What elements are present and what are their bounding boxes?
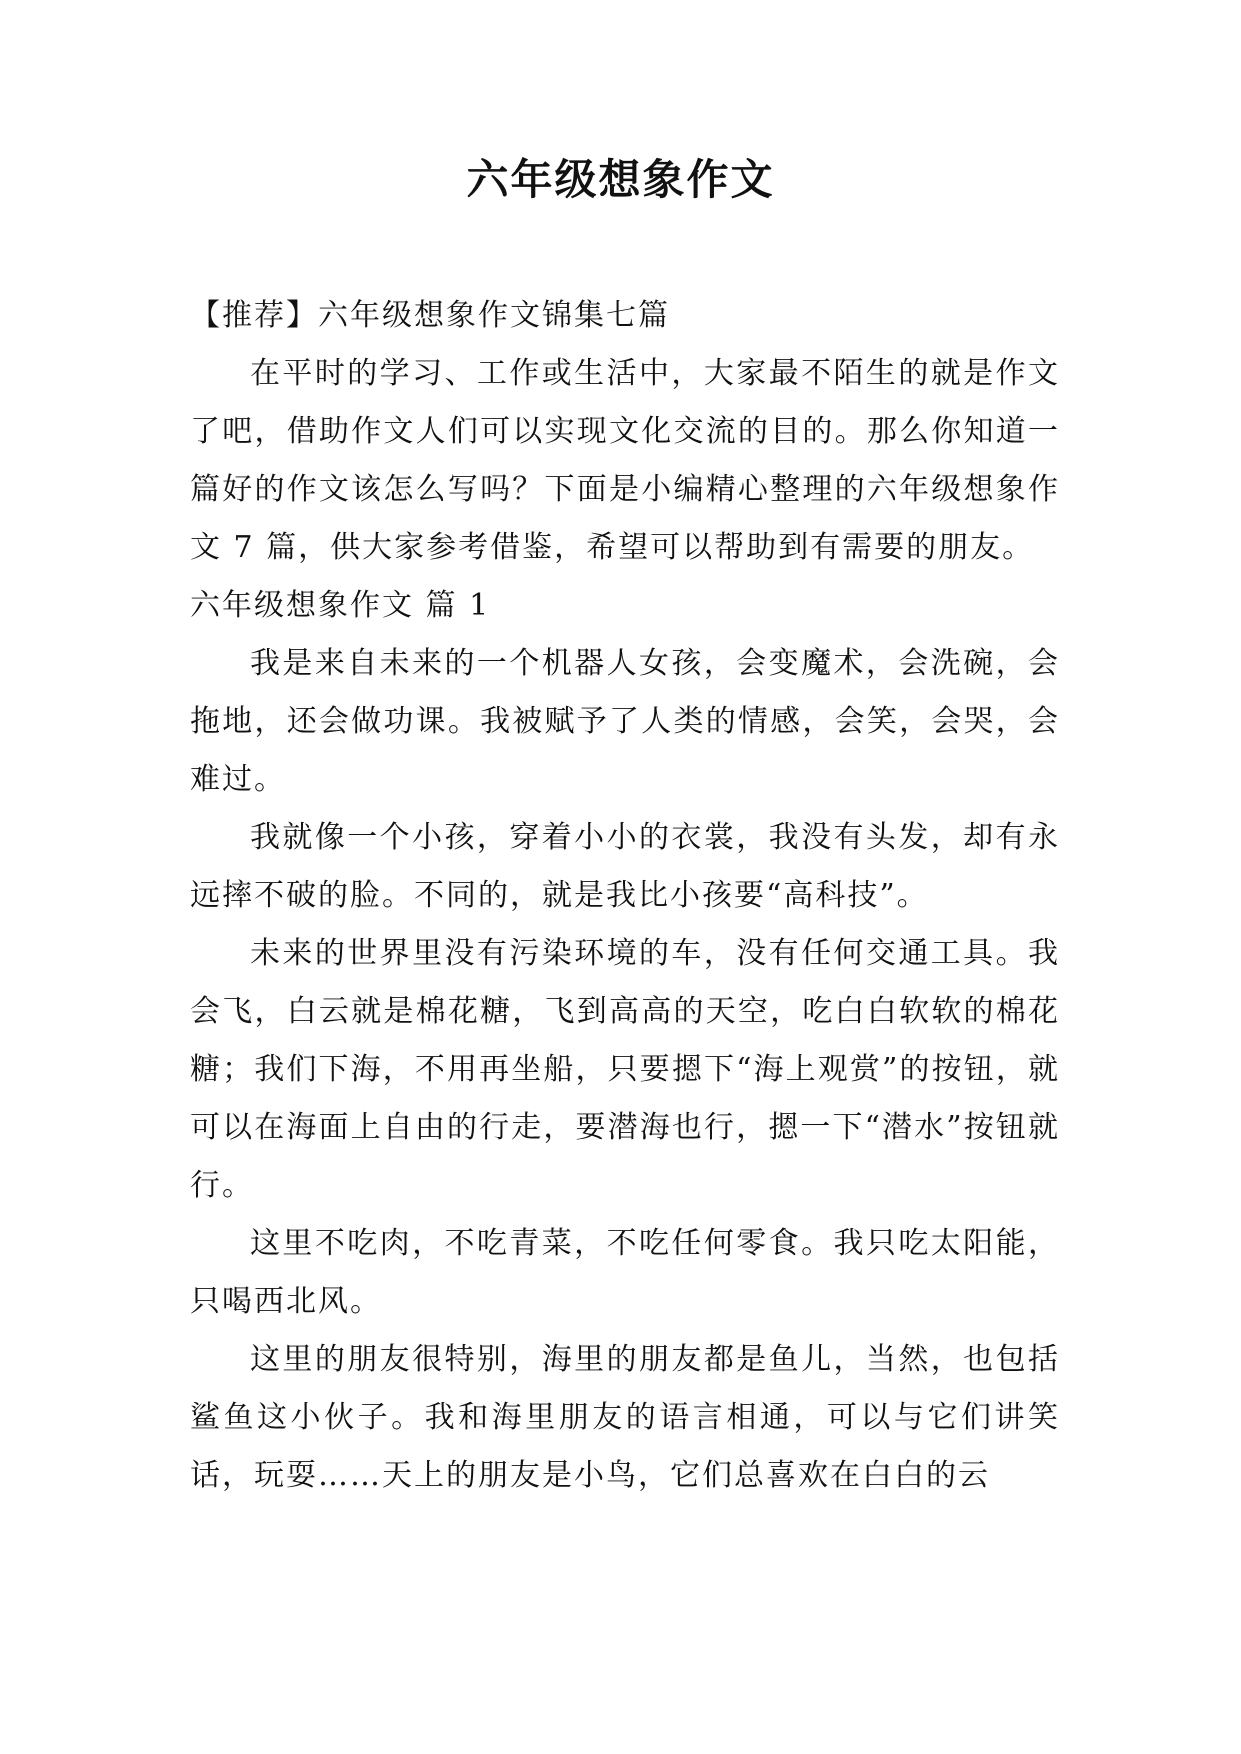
- intro-paragraph: 在平时的学习、工作或生活中，大家最不陌生的就是作文了吧，借助作文人们可以实现文化交流的目的。那么你知道一篇好的作文该怎么写吗？下面是小编精心整理的六年级想象作文 7 篇，供大家参考借鉴，希望可以帮助到有需要的朋友。: [190, 356, 1060, 565]
- section-heading: 六年级想象作文 篇 1: [190, 588, 491, 623]
- intro-heading: 【推荐】六年级想象作文锦集七篇: [190, 298, 670, 333]
- body-paragraph: 这里的朋友很特别，海里的朋友都是鱼儿，当然，也包括鲨鱼这小伙子。我和海里朋友的语言相通，可以与它们讲笑话，玩耍……天上的朋友是小鸟，它们总喜欢在白白的云: [190, 1342, 1060, 1493]
- body-paragraph: 我是来自未来的一个机器人女孩，会变魔术，会洗碗，会拖地，还会做功课。我被赋予了人类的情感，会笑，会哭，会难过。: [190, 646, 1060, 797]
- body-paragraph: 未来的世界里没有污染环境的车，没有任何交通工具。我会飞，白云就是棉花糖，飞到高高的天空，吃白白软软的棉花糖；我们下海，不用再坐船，只要摁下“海上观赏”的按钮，就可以在海面上自由的行走，要潜海也行，摁一下“潜水”按钮就行。: [190, 936, 1060, 1203]
- body-paragraph: 这里不吃肉，不吃青菜，不吃任何零食。我只吃太阳能，只喝西北风。: [190, 1226, 1060, 1319]
- body-paragraph: 我就像一个小孩，穿着小小的衣裳，我没有头发，却有永远摔不破的脸。不同的，就是我比小孩要“高科技”。: [190, 820, 1060, 913]
- document-title: 六年级想象作文: [466, 155, 775, 204]
- document-body: [190, 287, 1060, 1505]
